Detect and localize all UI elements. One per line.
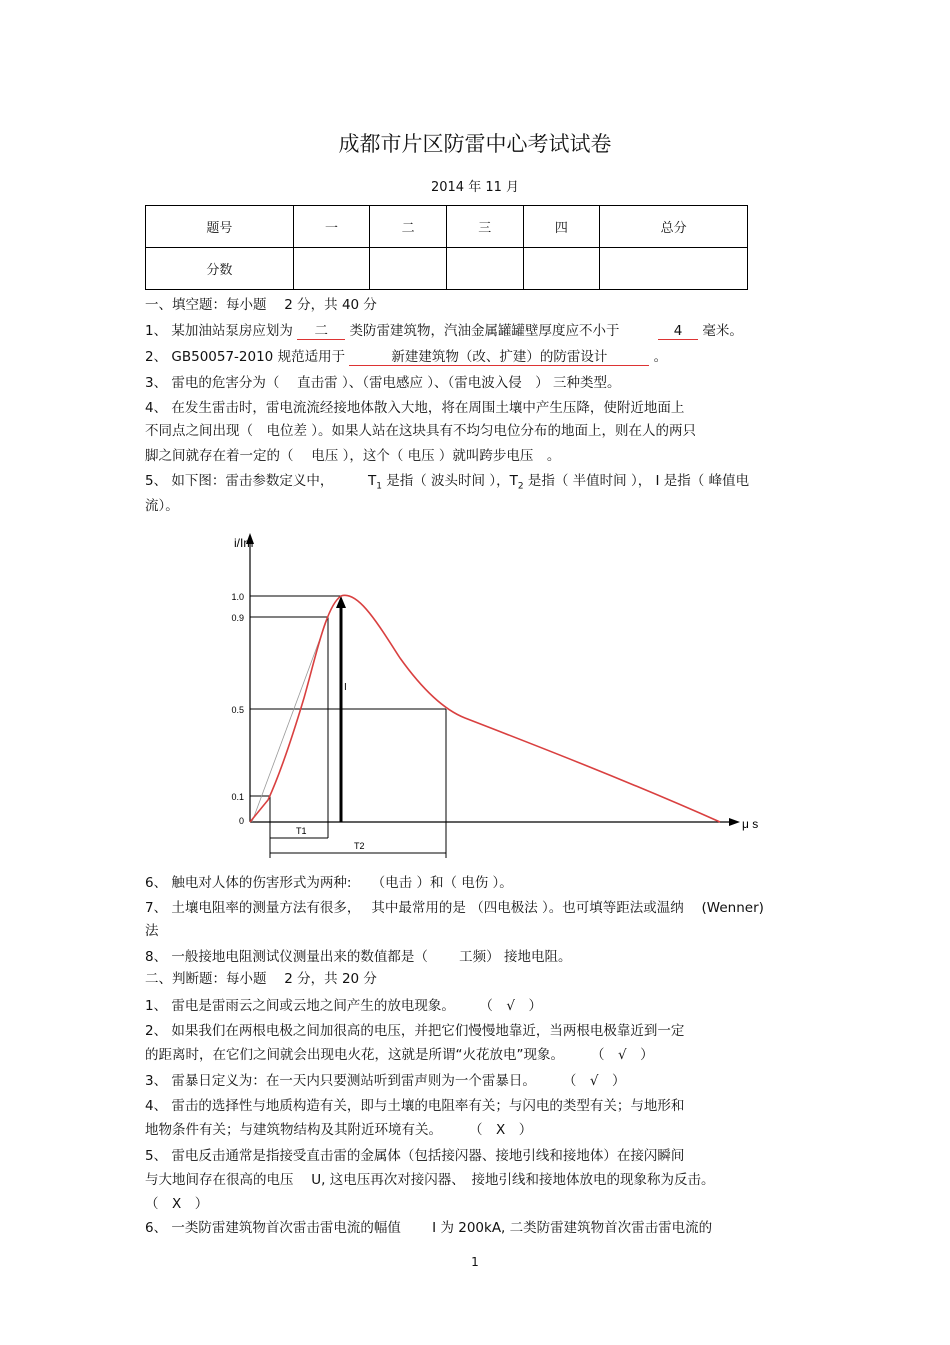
q2-prefix: 2、 GB50057-2010 规范适用于 xyxy=(145,349,346,365)
q5-t1: T xyxy=(367,473,377,489)
section2-header: 二、判断题：每小题 2 分，共 20 分 xyxy=(145,971,377,987)
question-2 xyxy=(145,345,667,366)
peak-arrow-head xyxy=(336,596,346,608)
judgement-5-line-3: （ X ） xyxy=(145,1196,209,1212)
chart-axes xyxy=(250,540,735,822)
q1-suffix: 毫米。 xyxy=(702,323,743,339)
table-cell: 题号 xyxy=(146,206,294,248)
section1-header: 一、填空题：每小题 2 分，共 40 分 xyxy=(145,297,377,313)
table-row xyxy=(146,248,748,290)
q1-prefix: 1、 某加油站泵房应划为 xyxy=(145,323,293,339)
table-cell: 总分 xyxy=(600,206,748,248)
table-cell xyxy=(293,248,370,290)
judgement-3: 3、 雷暴日定义为：在一天内只要测站听到雷声则为一个雷暴日。 （ √ ） xyxy=(145,1073,626,1089)
question-7-line-1: 7、 土壤电阻率的测量方法有很多， 其中最常用的是 （四电极法 ）。也可填等距法或温纳 (Wenner) xyxy=(145,900,764,916)
q5-t2-sub: 2 xyxy=(517,481,524,492)
t1-label: T1 xyxy=(296,826,307,836)
table-cell: 一 xyxy=(293,206,370,248)
question-5-line-2: 流）。 xyxy=(145,498,179,514)
q1-answer-2: 4 xyxy=(658,323,698,340)
question-7-line-2: 法 xyxy=(145,923,159,939)
reference-lines xyxy=(250,596,446,858)
table-cell: 分数 xyxy=(146,248,294,290)
table-cell xyxy=(600,248,748,290)
table-cell: 二 xyxy=(370,206,447,248)
peak-label: I xyxy=(344,682,347,693)
waveform-chart xyxy=(220,528,780,858)
question-4-line-2: 不同点之间出现（ 电位差 ）。如果人站在这块具有不均匀电位分布的地面上，则在人的两只 xyxy=(145,423,697,439)
table-cell xyxy=(370,248,447,290)
table-cell: 三 xyxy=(446,206,523,248)
table-cell xyxy=(523,248,600,290)
y-axis-label: i/Im xyxy=(234,536,254,550)
q2-answer: 新建建筑物（改、扩建）的防雷设计 xyxy=(349,345,649,366)
page-title: 成都市片区防雷中心考试试卷 xyxy=(338,132,612,156)
q5-text-a: 5、 如下图：雷击参数定义中， xyxy=(145,473,334,489)
q5-t1-sub: 1 xyxy=(376,481,382,492)
q2-suffix: 。 xyxy=(653,349,668,365)
question-3: 3、 雷电的危害分为（ 直击雷 ）、（雷电感应 ）、（雷电波入侵 ） 三种类型。 xyxy=(145,375,621,391)
x-axis-label: μ s xyxy=(742,817,759,831)
page-number: 1 xyxy=(471,1255,479,1269)
y-tick-label: 1.0 xyxy=(231,592,244,602)
judgement-1: 1、 雷电是雷雨云之间或云地之间产生的放电现象。 （ √ ） xyxy=(145,998,543,1014)
x-axis-arrow xyxy=(729,818,740,826)
q5-text-b: 是指（ 波头时间 ），T xyxy=(386,473,518,489)
q1-answer-1: 二 xyxy=(297,319,345,340)
judgement-4-line-2: 地物条件有关；与建筑物结构及其附近环境有关。 （ X ） xyxy=(145,1122,533,1138)
t2-label: T2 xyxy=(354,841,365,851)
y-tick-label: 0.1 xyxy=(231,792,244,802)
y-tick-label: 0 xyxy=(238,816,244,826)
table-row xyxy=(146,206,748,248)
question-4-line-1: 4、 在发生雷击时，雷电流流经接地体散入大地，将在周围土壤中产生压降，使附近地面上 xyxy=(145,400,685,416)
judgement-5-line-1: 5、 雷电反击通常是指接受直击雷的金属体（包括接闪器、接地引线和接地体）在接闪瞬间 xyxy=(145,1148,685,1164)
judgement-2-line-2: 的距离时，在它们之间就会出现电火花，这就是所谓“火花放电”现象。 （ √ ） xyxy=(145,1047,654,1063)
y-tick-label: 0.9 xyxy=(231,613,244,623)
table-cell xyxy=(446,248,523,290)
judgement-6: 6、 一类防雷建筑物首次雷击雷电流的幅值 I 为 200kA, 二类防雷建筑物首次雷击雷电流的 xyxy=(145,1220,713,1236)
question-1 xyxy=(145,319,743,340)
score-table xyxy=(145,205,748,290)
judgement-4-line-1: 4、 雷击的选择性与地质构造有关，即与土壤的电阻率有关；与闪电的类型有关；与地形和 xyxy=(145,1098,685,1114)
y-tick-label: 0.5 xyxy=(231,705,244,715)
judgement-2-line-1: 2、 如果我们在两根电极之间加很高的电压，并把它们慢慢地靠近，当两根电极靠近到一定 xyxy=(145,1023,685,1039)
judgement-5-line-2: 与大地间存在很高的电压 U, 这电压再次对接闪器、 接地引线和接地体放电的现象称为反击。 xyxy=(145,1172,715,1188)
question-4-line-3: 脚之间就存在着一定的（ 电压 ），这个（ 电压 ）就叫跨步电压 。 xyxy=(145,448,561,464)
q5-text-c: 是指（ 半值时间 ）， I 是指（ 峰值电 xyxy=(527,473,750,489)
question-8: 8、 一般接地电阻测试仪测量出来的数值都是（ 工频） 接地电阻。 xyxy=(145,949,572,965)
q1-mid: 类防雷建筑物，汽油金属罐罐壁厚度应不小于 xyxy=(349,323,620,339)
exam-date: 2014 年 11 月 xyxy=(430,180,520,195)
question-6: 6、 触电对人体的伤害形式为两种: （电击 ）和（ 电伤 ）。 xyxy=(145,875,513,891)
question-5-line-1 xyxy=(145,469,749,492)
table-cell: 四 xyxy=(523,206,600,248)
